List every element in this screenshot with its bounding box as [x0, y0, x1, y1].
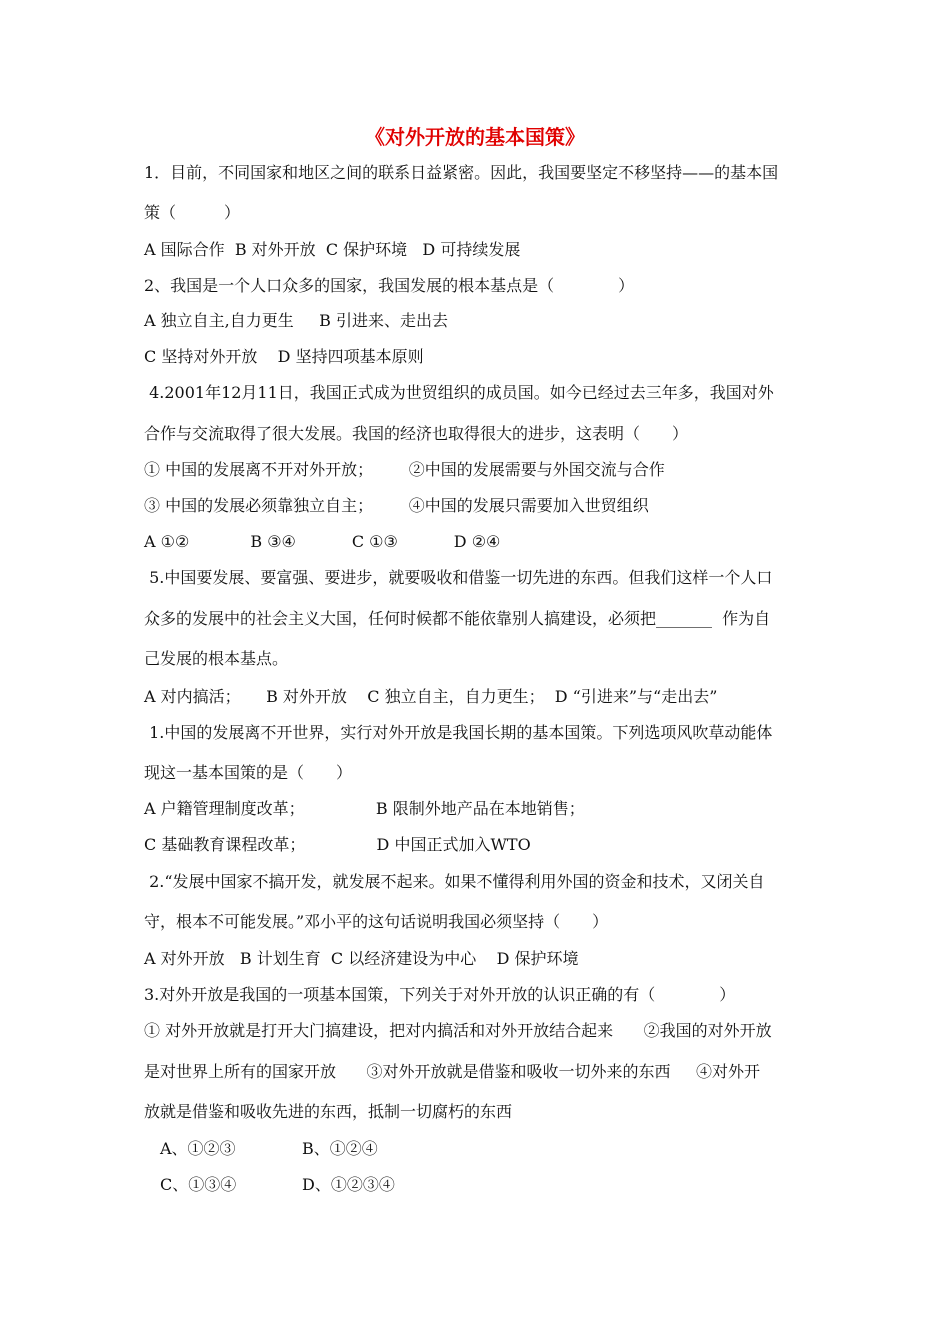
text-line: 1．目前，不同国家和地区之间的联系日益紧密。因此，我国要坚定不移坚持——的基本国 — [144, 163, 779, 182]
text-line: A 对外开放 B 计划生育 C 以经济建设为中心 D 保护环境 — [144, 949, 579, 968]
text-line: 放就是借鉴和吸收先进的东西，抵制一切腐朽的东西 — [144, 1102, 513, 1121]
text-line: 5.中国要发展、要富强、要进步，就要吸收和借鉴一切先进的东西。但我们这样一个人口 — [144, 568, 773, 587]
text-line: 3.对外开放是我国的一项基本国策，下列关于对外开放的认识正确的有（ ） — [144, 985, 736, 1004]
text-line: 4.2001年12月11日，我国正式成为世贸组织的成员国。如今已经过去三年多，我国对外 — [144, 383, 774, 402]
text-line: 己发展的根本基点。 — [144, 649, 289, 668]
text-line: C 坚持对外开放 D 坚持四项基本原则 — [144, 347, 424, 366]
document-title: 《对外开放的基本国策》 — [365, 125, 585, 149]
text-line: A 国际合作 B 对外开放 C 保护环境 D 可持续发展 — [144, 240, 521, 259]
text-line: 合作与交流取得了很大发展。我国的经济也取得很大的进步，这表明（ ） — [144, 424, 689, 443]
text-line: 2、我国是一个人口众多的国家，我国发展的根本基点是（ ） — [144, 276, 635, 295]
text-line: 现这一基本国策的是（ ） — [144, 763, 353, 782]
text-line: 2.“发展中国家不搞开发，就发展不起来。如果不懂得利用外国的资金和技术，又闭关自 — [144, 872, 765, 891]
text-line: ① 对外开放就是打开大门搞建设，把对内搞活和对外开放结合起来 ②我国的对外开放 — [144, 1021, 772, 1040]
text-line: 1.中国的发展离不开世界，实行对外开放是我国长期的基本国策。下列选项风吹草动能体 — [144, 723, 773, 742]
text-line: A 独立自主,自力更生 B 引进来、走出去 — [144, 311, 449, 330]
option-b: B、①②④ — [302, 1139, 378, 1158]
text-line: 策（ ） — [144, 203, 241, 222]
text-line: 众多的发展中的社会主义大国，任何时候都不能依靠别人搞建设，必须把_______ 作为自 — [144, 609, 771, 628]
text-line: A 对内搞活； B 对外开放 C 独立自主，自力更生； D “引进来”与“走出去” — [144, 687, 718, 706]
text-line: C 基础教育课程改革； D 中国正式加入WTO — [144, 835, 531, 854]
option-a: A、①②③ — [160, 1139, 236, 1158]
text-line: ① 中国的发展离不开对外开放； ②中国的发展需要与外国交流与合作 — [144, 460, 665, 479]
option-d: D、①②③④ — [302, 1175, 395, 1194]
text-line: A ①② B ③④ C ①③ D ②④ — [144, 532, 501, 551]
text-line: 守，根本不可能发展。”邓小平的这句话说明我国必须坚持（ ） — [144, 912, 609, 931]
text-line: 是对世界上所有的国家开放 ③对外开放就是借鉴和吸收一切外来的东西 ④对外开 — [144, 1062, 760, 1081]
text-line: A 户籍管理制度改革； B 限制外地产品在本地销售； — [144, 799, 585, 818]
option-c: C、①③④ — [160, 1175, 237, 1194]
text-line: ③ 中国的发展必须靠独立自主； ④中国的发展只需要加入世贸组织 — [144, 496, 649, 515]
